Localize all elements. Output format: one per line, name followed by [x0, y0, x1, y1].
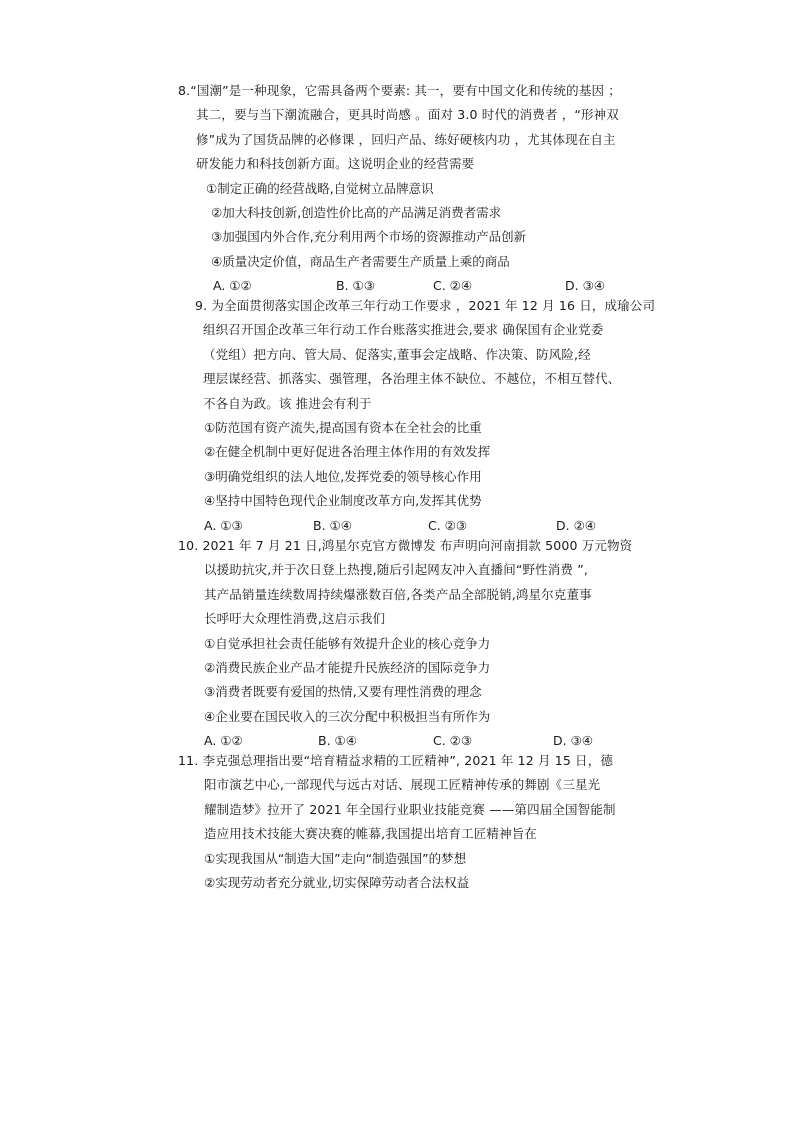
question-11-option-2: ②实现劳动者充分就业,切实保障劳动者合法权益 [204, 874, 470, 890]
question-8-choice-b: B. ①③ [336, 278, 375, 294]
question-9-stem-line: 9. 为全面贯彻落实国企改革三年行动工作要求 ，2021 年 12 月 16 日，成瑜公司 [195, 298, 656, 313]
question-8-option-3: ③加强国内外合作,充分利用两个市场的资源推动产品创新 [211, 229, 527, 245]
question-10-stem-line: 以援助抗灾,并于次日登上热搜,随后引起网友冲入直播间“野性消费 ”, [204, 562, 588, 578]
question-9-option-1: ①防范国有资产流失,提高国有资本在全社会的比重 [204, 419, 482, 435]
question-8-choice-c: C. ②④ [433, 278, 473, 294]
question-10-choice-b: B. ①④ [318, 733, 357, 749]
question-9 [178, 294, 656, 538]
question-11 [178, 749, 618, 895]
question-10 [178, 534, 633, 754]
question-8-choice-a: A. ①② [213, 278, 252, 294]
question-11-stem-line: 11. 李克强总理指出要“培育精益求精的工匠精神”, 2021 年 12 月 15 日，德 [178, 753, 613, 768]
question-11-stem-line: 造应用技术技能大赛决赛的帷幕,我国提出培育工匠精神旨在 [204, 826, 538, 842]
question-8 [178, 79, 621, 299]
question-9-choice-c: C. ②③ [428, 517, 468, 533]
question-9-option-4: ④坚持中国特色现代企业制度改革方向,发挥其优势 [204, 493, 482, 509]
question-9-option-2: ②在健全机制中更好促进各治理主体作用的有效发挥 [204, 444, 491, 460]
question-8-option-1: ①制定正确的经营战略,自觉树立品牌意识 [206, 180, 434, 196]
question-8-choice-d: D. ③④ [565, 278, 605, 294]
question-10-stem-line: 长呼吁大众理性消费,这启示我们 [204, 611, 386, 627]
question-10-choice-a: A. ①② [204, 733, 243, 749]
question-10-option-1: ①自觉承担社会责任能够有效提升企业的核心竞争力 [204, 635, 491, 651]
question-10-option-2: ②消费民族企业产品才能提升民族经济的国际竞争力 [204, 659, 491, 675]
question-9-stem-line: 组织召开国企改革三年行动工作台账落实推进会,要求 确保国有企业党委 [203, 322, 604, 338]
question-9-option-3: ③明确党组织的法人地位,发挥党委的领导核心作用 [204, 468, 482, 484]
question-8-stem-line: 其二，要与当下潮流融合，更具时尚感 。面对 3.0 时代的消费者 ，“形神双 [196, 107, 619, 123]
question-8-option-2: ②加大科技创新,创造性价比高的产品满足消费者需求 [211, 204, 502, 220]
question-8-stem-line: 研发能力和科技创新方面。这说明企业的经营需要 [196, 156, 475, 172]
question-10-choice-c: C. ②③ [433, 733, 473, 749]
question-11-stem-line: 阳市演艺中心,一部现代与远古对话、展现工匠精神传承的舞剧《三星光 [204, 777, 601, 793]
question-9-choice-a: A. ①③ [204, 517, 243, 533]
question-9-stem-line: （党组）把方向、管大局、促落实,董事会定战略、作决策、防风险,经 [203, 346, 591, 362]
question-9-choice-d: D. ②④ [556, 517, 596, 533]
question-10-choice-d: D. ③④ [553, 733, 593, 749]
question-9-stem-line: 理层谋经营、抓落实、强管理，各治理主体不缺位、不越位，不相互替代、 [203, 371, 621, 387]
question-10-option-3: ③消费者既要有爱国的热情,又要有理性消费的理念 [204, 684, 482, 700]
question-11-option-1: ①实现我国从“制造大国”走向“制造强国”的梦想 [204, 850, 467, 866]
question-10-option-4: ④企业要在国民收入的三次分配中积极担当有所作为 [204, 708, 491, 724]
question-9-choice-b: B. ①④ [313, 517, 352, 533]
question-10-stem-line: 10. 2021 年 7 月 21 日,鸿星尔克官方微博发 布声明向河南捐款 5000 万元物资 [178, 538, 633, 553]
question-8-stem-line: 8.“国潮”是一种现象，它需具备两个要素: 其一，要有中国文化和传统的基因 ； [178, 83, 621, 98]
question-8-option-4: ④质量决定价值，商品生产者需要生产质量上乘的商品 [211, 253, 510, 269]
question-10-stem-line: 其产品销量连续数周持续爆涨数百倍,各类产品全部脱销,鸿星尔克董事 [204, 586, 592, 602]
question-8-stem-line: 修”成为了国货品牌的必修课 ，回归产品、练好硬核内功 ，尤其体现在自主 [196, 131, 616, 147]
question-11-stem-line: 耀制造梦》拉开了 2021 年全国行业职业技能竞赛 ——第四届全国智能制 [204, 801, 616, 817]
question-9-stem-line: 不各自为政。该 推进会有利于 [203, 395, 372, 411]
